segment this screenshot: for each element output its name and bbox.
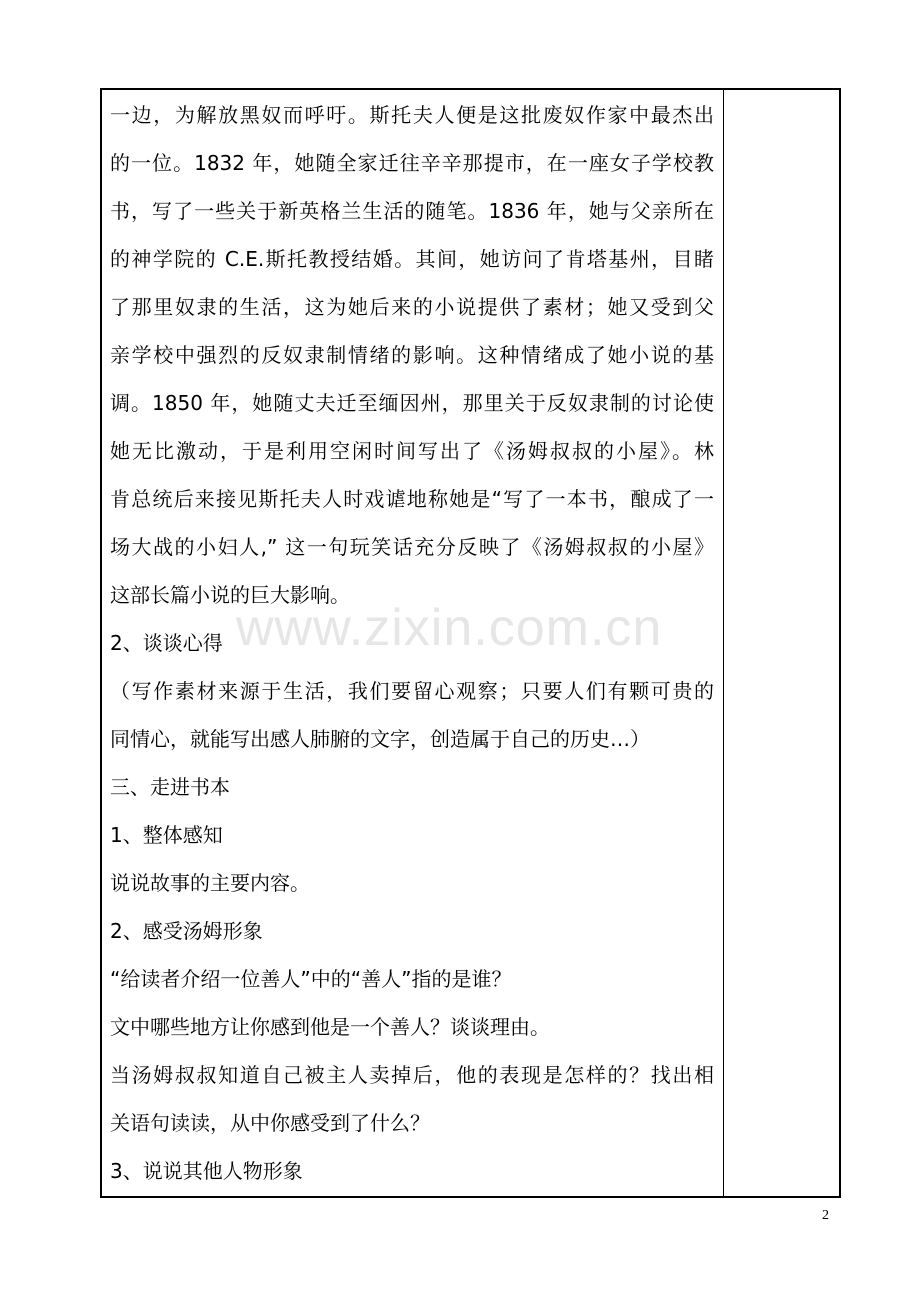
question-line-3: 当汤姆叔叔知道自己被主人卖掉后，他的表现是怎样的？找出相	[110, 1063, 714, 1087]
question-line-4: 关语句读读，从中你感受到了什么？	[110, 1111, 430, 1135]
text-line-2: 的一位。1832 年，她随全家迁往辛辛那提市，在一座女子学校教	[110, 151, 714, 175]
page-number: 2	[822, 1208, 829, 1223]
text-line-9: 肯总统后来接见斯托夫人时戏谑地称她是“写了一本书，酿成了一	[110, 487, 714, 511]
text-line-14: 同情心，就能写出感人肺腑的文字，创造属于自己的历史…）	[110, 727, 650, 751]
text-line-17: 说说故事的主要内容。	[110, 871, 310, 895]
column-divider	[723, 90, 724, 1196]
section-heading-overall: 1、整体感知	[110, 823, 223, 847]
text-line-13: （写作素材来源于生活，我们要留心观察；只要人们有颗可贵的	[110, 679, 714, 703]
section-heading-other-characters: 3、说说其他人物形象	[110, 1159, 303, 1183]
text-line-5: 了那里奴隶的生活，这为她后来的小说提供了素材；她又受到父	[110, 295, 714, 319]
section-heading-tom-image: 2、感受汤姆形象	[110, 919, 263, 943]
watermark-text: www.zixin.com.cn	[236, 599, 663, 657]
text-line-10: 场大战的小妇人,” 这一句玩笑话充分反映了《汤姆叔叔的小屋》	[110, 535, 714, 559]
text-line-8: 她无比激动，于是利用空闲时间写出了《汤姆叔叔的小屋》。林	[110, 439, 714, 463]
section-heading-reflection: 2、谈谈心得	[110, 631, 223, 655]
text-line-1: 一边，为解放黑奴而呼吁。斯托夫人便是这批废奴作家中最杰出	[110, 103, 714, 127]
text-line-4: 的神学院的 C.E.斯托教授结婚。其间，她访问了肯塔基州，目睹	[110, 247, 714, 271]
question-line-1: “给读者介绍一位善人”中的“善人”指的是谁？	[110, 967, 512, 991]
text-line-6: 亲学校中强烈的反奴隶制情绪的影响。这种情绪成了她小说的基	[110, 343, 714, 367]
question-line-2: 文中哪些地方让你感到他是一个善人？谈谈理由。	[110, 1015, 550, 1039]
text-line-3: 书，写了一些关于新英格兰生活的随笔。1836 年，她与父亲所在	[110, 199, 714, 223]
text-line-7: 调。1850 年，她随丈夫迁至缅因州，那里关于反奴隶制的讨论使	[110, 391, 714, 415]
text-line-11: 这部长篇小说的巨大影响。	[110, 583, 350, 607]
section-heading-enter-book: 三、走进书本	[110, 775, 230, 799]
